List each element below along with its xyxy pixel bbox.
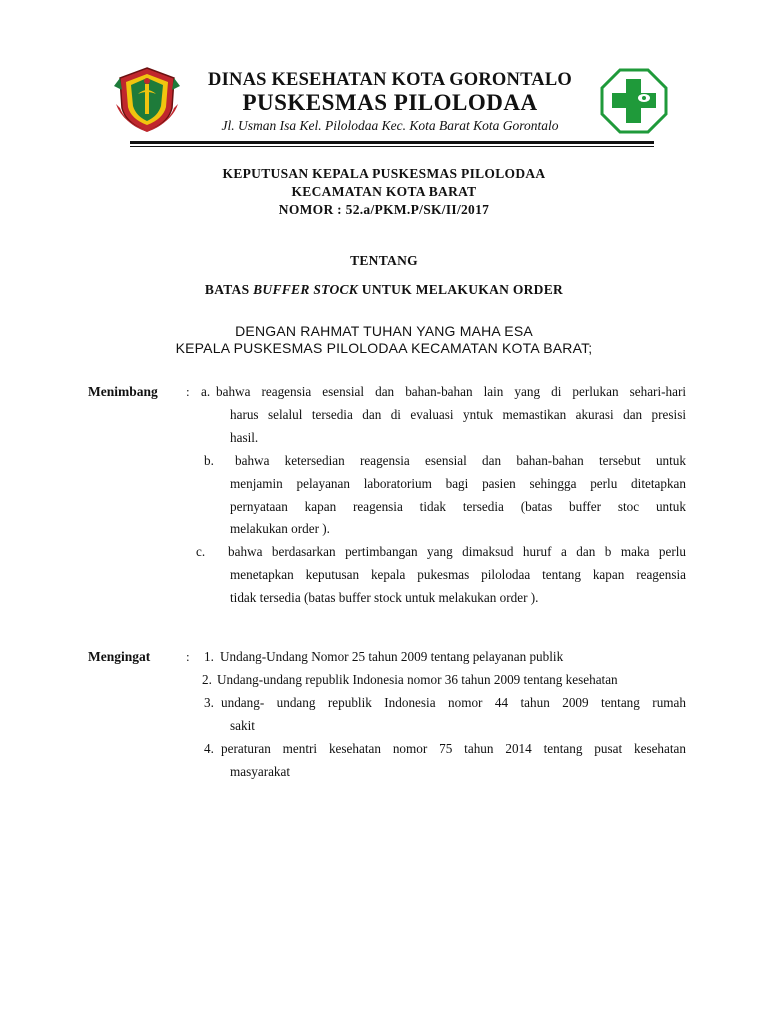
menimbang-c-line: tidak tersedia (batas buffer stock untuk melakukan order ). — [230, 590, 539, 605]
menimbang-b-line: pernyataan kapan reagensia tidak tersedia (batas buffer stoc untuk — [230, 499, 686, 514]
mengingat-item-line: Undang-undang republik Indonesia nomor 36 tahun 2009 tentang kesehatan — [217, 672, 618, 687]
mengingat-item-line: undang- undang republik Indonesia nomor 44 tahun 2009 tentang rumah — [221, 695, 686, 710]
mengingat-colon: : — [186, 649, 190, 664]
decree-title-line1: KEPUTUSAN KEPALA PUSKESMAS PILOLODAA — [222, 166, 546, 181]
menimbang-b-line: menjamin pelayanan laboratorium bagi pasien sehingga perlu ditetapkan — [230, 476, 686, 491]
agency-name: DINAS KESEHATAN KOTA GORONTALO — [208, 70, 572, 90]
menimbang-a-line: hasil. — [230, 430, 259, 445]
mengingat-item-line: sakit — [230, 718, 255, 733]
menimbang-colon: : — [186, 384, 190, 399]
mengingat-item-marker: 2. — [202, 672, 212, 687]
menimbang-c-marker: c. — [196, 544, 206, 559]
puskesmas-cross-logo-icon — [600, 68, 668, 134]
mengingat-label: Mengingat — [88, 649, 151, 664]
mengingat-item-line: masyarakat — [230, 764, 291, 779]
menimbang-label: Menimbang — [88, 384, 158, 399]
mengingat-item-marker: 4. — [204, 741, 214, 756]
letterhead-rule-thick — [130, 141, 654, 144]
gorontalo-city-emblem-icon — [112, 64, 182, 134]
menimbang-b-line: melakukan order ). — [230, 521, 330, 536]
opening-line1: DENGAN RAHMAT TUHAN YANG MAHA ESA — [235, 323, 533, 339]
mengingat-item-line: Undang-Undang Nomor 25 tahun 2009 tentang pelayanan publik — [220, 649, 564, 664]
tentang-heading: TENTANG — [350, 253, 418, 268]
menimbang-a-line: harus selalul tersedia dan di evaluasi yntuk memastikan akurasi dan presisi — [230, 407, 686, 422]
opening-line2: KEPALA PUSKESMAS PILOLODAA KECAMATAN KOTA BARAT; — [175, 340, 593, 356]
letterhead-rule-thin — [130, 146, 654, 147]
decree-title-line2: KECAMATAN KOTA BARAT — [291, 184, 477, 199]
menimbang-a-line: bahwa reagensia esensial dan bahan-bahan lain yang di perlukan sehari-hari — [216, 384, 686, 399]
mengingat-item-marker: 1. — [204, 649, 214, 664]
menimbang-a-marker: a. — [201, 384, 211, 399]
menimbang-c-line: bahwa berdasarkan pertimbangan yang dimaksud huruf a dan b maka perlu — [228, 544, 686, 559]
decree-subject: BATAS BUFFER STOCK UNTUK MELAKUKAN ORDER — [204, 282, 564, 297]
institution-address: Jl. Usman Isa Kel. Pilolodaa Kec. Kota Barat Kota Gorontalo — [221, 118, 559, 133]
menimbang-c-line: menetapkan keputusan kepala pukesmas pilolodaa tentang kapan reagensia — [230, 567, 686, 582]
mengingat-item-marker: 3. — [204, 695, 214, 710]
institution-name: PUSKESMAS PILOLODAA — [242, 90, 538, 115]
mengingat-item-line: peraturan mentri kesehatan nomor 75 tahun 2014 tentang pusat kesehatan — [221, 741, 686, 756]
decree-number: NOMOR : 52.a/PKM.P/SK/II/2017 — [278, 202, 490, 217]
menimbang-b-line: bahwa ketersedian reagensia esensial dan bahan-bahan tersebut untuk — [235, 453, 686, 468]
menimbang-b-marker: b. — [204, 453, 214, 468]
